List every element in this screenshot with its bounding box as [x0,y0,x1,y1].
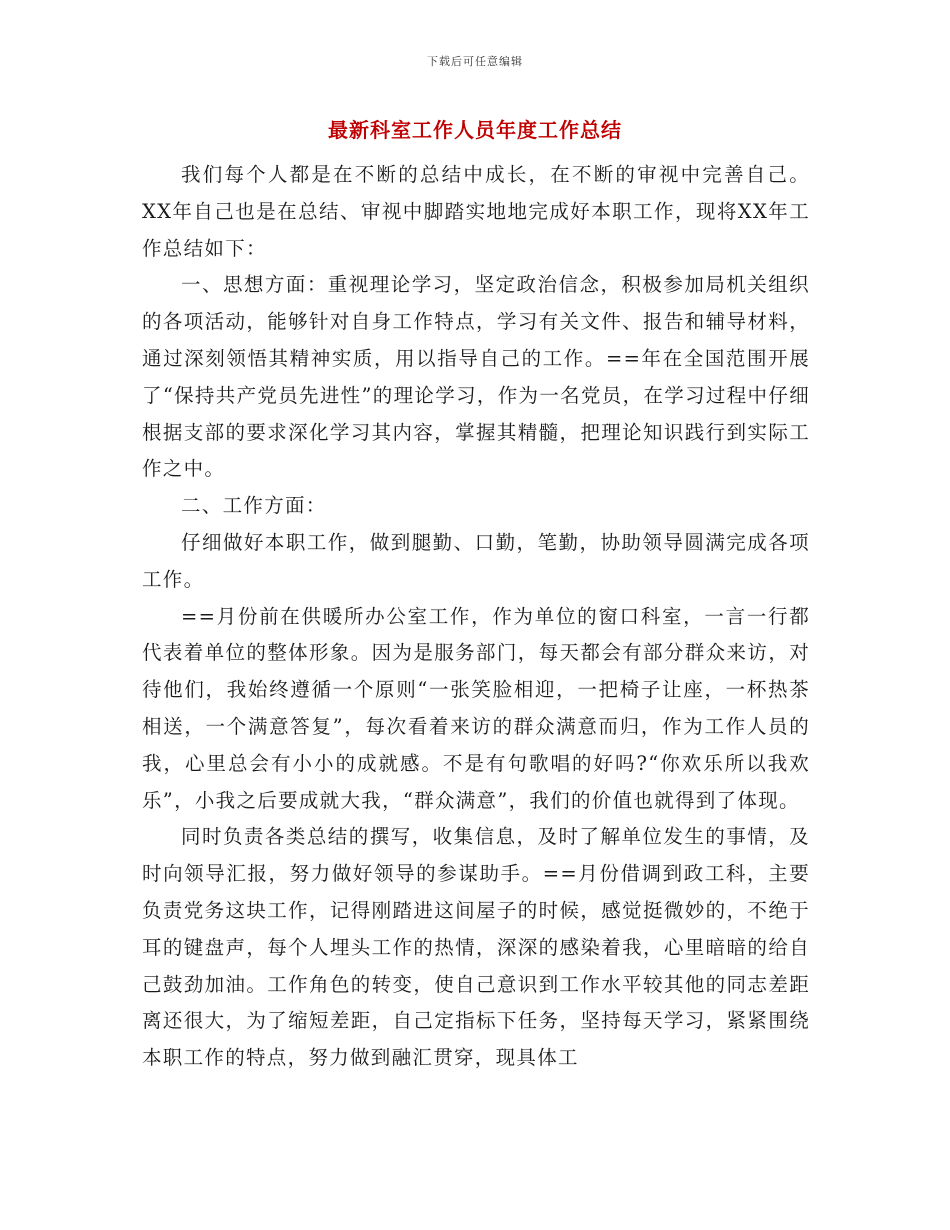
paragraph-summary-writing: 同时负责各类总结的撰写，收集信息，及时了解单位发生的事情，及时向领导汇报，努力做好领导的参谋助手。==月份借调到政工科，主要负责党务这块工作，记得刚踏进这间屋子的时候，感觉挺微妙的，不绝于耳的键盘声，每个人埋头工作的热情，深深的感染着我，心里暗暗的给自己鼓劲加油。工作角色的转变，使自己意识到工作水平较其他的同志差距离还很大，为了缩短差距，自己定指标下任务，坚持每天学习，紧紧围绕本职工作的特点，努力做到融汇贯穿，现具体工 [142,825,810,1070]
document-title: 最新科室工作人员年度工作总结 [328,118,622,142]
paragraph-intro: 我们每个人都是在不断的总结中成长，在不断的审视中完善自己。XX年自己也是在总结、审视中脚踏实地地完成好本职工作，现将XX年工作总结如下： [142,163,810,260]
paragraph-work-heading: 二、工作方面： [181,494,327,518]
header-note: 下载后可任意编辑 [427,55,523,68]
paragraph-duty: 仔细做好本职工作，做到腿勤、口勤，笔勤，协助领导圆满完成各项工作。 [142,530,810,591]
paragraph-thought: 一、思想方面：重视理论学习，坚定政治信念，积极参加局机关组织的各项活动，能够针对自身工作特点，学习有关文件、报告和辅导材料，通过深刻领悟其精神实质，用以指导自己的工作。==年在全国范围开展了“保持共产党员先进性”的理论学习，作为一名党员，在学习过程中仔细根据支部的要求深化学习其内容，掌握其精髓，把理论知识践行到实际工作之中。 [142,273,810,481]
document-body [142,157,810,1077]
paragraph-heating-office: ==月份前在供暖所办公室工作，作为单位的窗口科室，一言一行都代表着单位的整体形象。因为是服务部门，每天都会有部分群众来访，对待他们，我始终遵循一个原则“一张笑脸相迎，一把椅子让座，一杯热茶相送，一个满意答复”，每次看着来访的群众满意而归，作为工作人员的我，心里总会有小小的成就感。不是有句歌唱的好吗?“你欢乐所以我欢乐”，小我之后要成就大我，“群众满意”，我们的价值也就得到了体现。 [142,604,810,812]
